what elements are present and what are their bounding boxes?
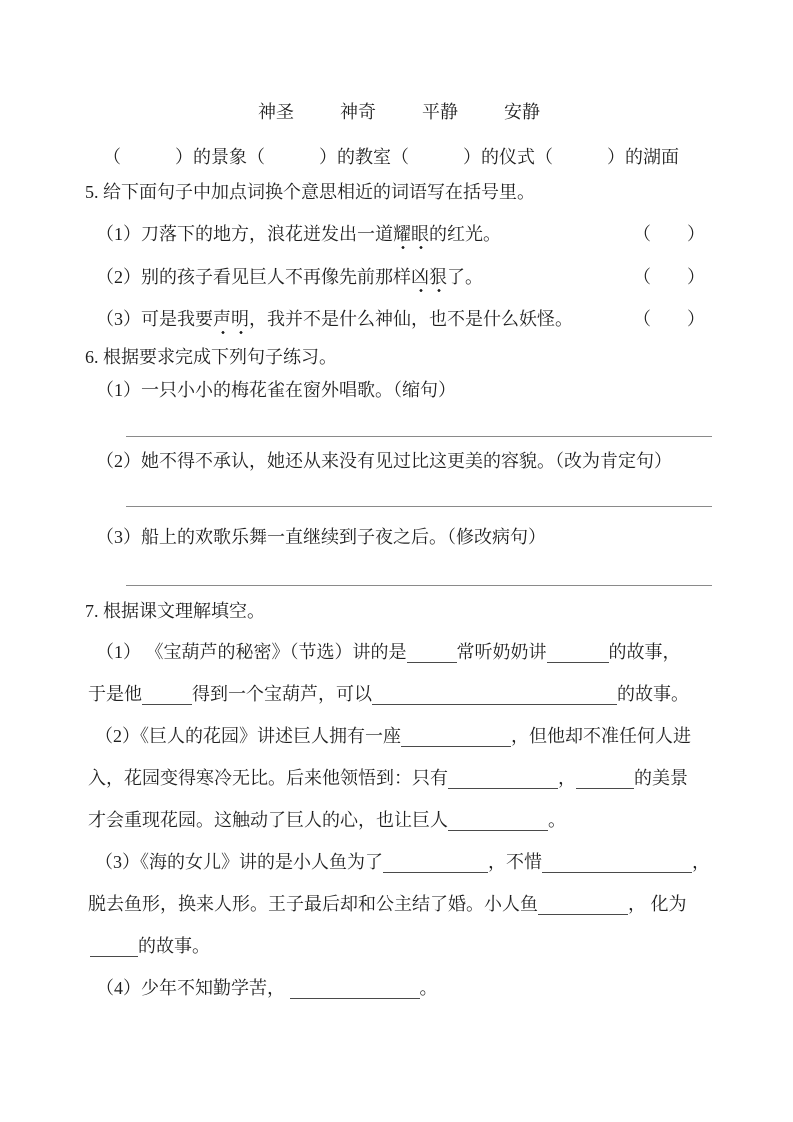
question-5-item-1	[0, 222, 793, 247]
sentence-text: 脱去鱼形，换来人形。王子最后却和公主结了婚。小人鱼	[88, 894, 538, 914]
question-5-item-2	[0, 265, 793, 290]
word-bank-word: 神圣	[258, 102, 294, 122]
sentence-text: 常听奶奶讲	[456, 642, 547, 662]
question-5-heading-text: 5. 给下面句子中加点词换个意思相近的词语写在括号里。	[85, 182, 535, 202]
question-7-paragraph-1-line-1	[0, 640, 793, 665]
fill-in-blank	[576, 768, 634, 789]
word-bank-row	[0, 100, 793, 125]
sentence-text: 了。	[447, 267, 483, 287]
sentence-text: （3）可是我要	[96, 309, 213, 329]
emphasized-word: 耀眼	[393, 224, 429, 250]
sentence-text: 的红光。	[429, 224, 501, 244]
fill-in-blank	[383, 852, 488, 873]
question-7-paragraph-1-line-2	[0, 682, 793, 707]
sentence-text: 得到一个宝葫芦，可以	[192, 684, 372, 704]
fill-in-blank	[542, 852, 692, 873]
question-7-paragraph-2-line-3	[0, 808, 793, 833]
answer-writing-line	[126, 506, 712, 507]
sentence-text: 的故事。	[617, 684, 689, 704]
fill-in-blank	[372, 684, 617, 705]
fill-in-blank	[142, 684, 192, 705]
sentence-text: 。	[548, 810, 566, 830]
sentence-text: 才会重现花园。这触动了巨人的心，也让巨人	[88, 810, 448, 830]
question-7-paragraph-3-line-2	[0, 892, 793, 917]
sentence-text: 的美景	[634, 768, 688, 788]
fill-phrase-text: （ ）的景象（ ）的教室（ ）的仪式（ ）的湖面	[103, 147, 679, 167]
sentence-text: （2）她不得不承认，她还从来没有见过比这更美的容貌。（改为肯定句）	[96, 451, 672, 471]
sentence-text: ，不惜	[488, 852, 542, 872]
sentence-text: ，我并不是什么神仙，也不是什么妖怪。	[249, 309, 573, 329]
sentence-text: ，	[558, 768, 576, 788]
answer-bracket: （ ）	[633, 309, 705, 329]
sentence-text: 。	[419, 978, 438, 998]
sentence-text: （3）《海的女儿》讲的是小人鱼为了	[95, 852, 383, 872]
question-6-item-2	[0, 449, 793, 474]
fill-in-blank	[290, 978, 420, 999]
sentence-text: 的故事。	[138, 936, 210, 956]
question-7-heading	[0, 599, 793, 624]
question-6-item-1	[0, 378, 793, 403]
fill-in-blank	[547, 642, 609, 663]
fill-phrase-row	[0, 145, 793, 170]
fill-in-blank	[448, 768, 558, 789]
fill-in-blank	[407, 642, 457, 663]
question-6-item-3	[0, 525, 793, 550]
question-7-paragraph-3-line-3	[0, 934, 793, 959]
question-6-heading	[0, 345, 793, 370]
sentence-text: ， 化为	[628, 894, 687, 914]
question-7-paragraph-3-line-1	[0, 850, 793, 875]
sentence-text: （1）一只小小的梅花雀在窗外唱歌。（缩句）	[96, 380, 456, 400]
sentence-text: 于是他	[88, 684, 142, 704]
sentence-text: （1）刀落下的地方，浪花迸发出一道	[96, 224, 393, 244]
word-bank-word: 平静	[422, 102, 458, 122]
sentence-text: （1） 《宝葫芦的秘密》（节选）讲的是	[96, 642, 407, 662]
answer-bracket: （ ）	[633, 267, 705, 287]
fill-in-blank	[90, 936, 138, 957]
fill-in-blank	[538, 894, 628, 915]
sentence-text: （2）《巨人的花园》讲述巨人拥有一座	[95, 726, 401, 746]
question-7-paragraph-2-line-2	[0, 766, 793, 791]
fill-in-blank	[401, 726, 511, 747]
answer-writing-line	[126, 436, 712, 437]
question-7-paragraph-4	[0, 976, 793, 1001]
word-bank-word: 神奇	[340, 102, 376, 122]
question-5-item-3	[0, 307, 793, 332]
question-7-paragraph-2-line-1	[0, 724, 793, 749]
sentence-text: （4）少年不知勤学苦，	[96, 978, 290, 998]
sentence-text: 入，花园变得寒冷无比。后来他领悟到：只有	[88, 768, 448, 788]
sentence-text: ，	[692, 852, 710, 872]
emphasized-word: 声明	[213, 309, 249, 335]
sentence-text: （2）别的孩子看见巨人不再像先前那样	[96, 267, 411, 287]
sentence-text: ，但他却不准任何人进	[511, 726, 691, 746]
question-5-heading	[0, 180, 793, 205]
question-7-heading-text: 7. 根据课文理解填空。	[85, 601, 265, 621]
fill-in-blank	[448, 810, 548, 831]
question-6-heading-text: 6. 根据要求完成下列句子练习。	[85, 347, 337, 367]
answer-bracket: （ ）	[633, 224, 705, 244]
emphasized-word: 凶狠	[411, 267, 447, 293]
sentence-text: 的故事，	[608, 642, 681, 662]
answer-writing-line	[126, 585, 712, 586]
sentence-text: （3）船上的欢歌乐舞一直继续到子夜之后。（修改病句）	[96, 527, 546, 547]
word-bank-word: 安静	[504, 102, 540, 122]
